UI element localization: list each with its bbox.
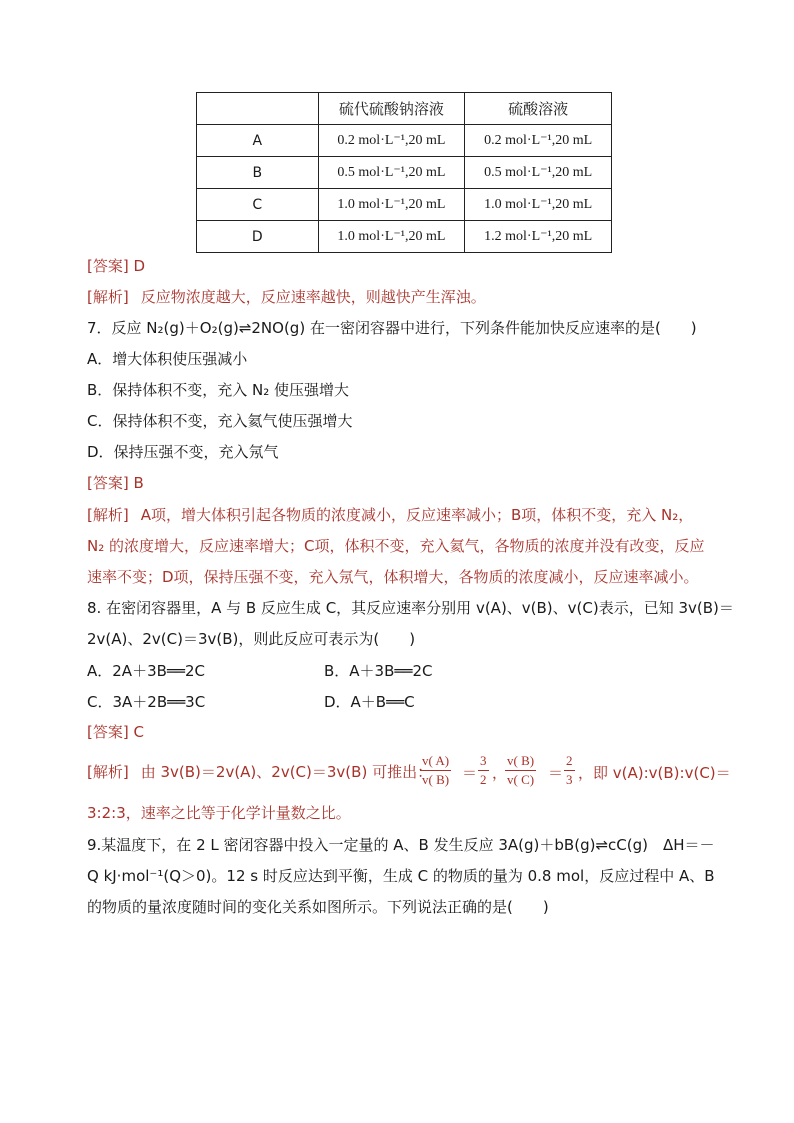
q8-analysis-line-2: 3:2:3，速率之比等于化学计量数之比。 [87,804,351,822]
fraction-denominator: 3 [566,772,573,787]
fraction-numerator: 3 [478,752,489,771]
analysis-tag: [解析] [87,506,129,524]
q7-analysis-line-3: 速率不变；D项，保持压强不变，充入氖气，体积增大，各物质的浓度减小，反应速率减小。 [87,568,699,586]
fraction-3-2 [478,752,489,789]
concentration-table [196,92,612,253]
fraction-numerator: v( B) [505,752,536,771]
fraction-va-vb [420,752,451,789]
fraction-vb-vc [505,752,536,789]
cell-value: 1.0 mol·L⁻¹,20 mL [465,189,612,221]
fraction-denominator: v( B) [422,772,450,787]
row-label: D [197,221,319,253]
q7-stem: 7．反应 N₂(g)＋O₂(g)⇌2NO(g) 在一密闭容器中进行，下列条件能加快反应速率的是( ) [87,319,697,337]
fraction-numerator: v( A) [420,752,451,771]
q6-answer: [答案] D [87,257,146,275]
q8-stem-line-2: 2v(A)、2v(C)＝3v(B)，则此反应可表示为( ) [87,630,416,648]
q7-option-d: D．保持压强不变，充入氖气 [87,443,279,461]
q8-analysis-post: ，即 v(A):v(B):v(C)＝ [578,764,731,782]
q8-analysis-pre: 由 3v(B)＝2v(A)、2v(C)＝3v(B) 可推出： [140,763,433,781]
q8-answer: [答案] C [87,723,144,741]
table-row [197,221,612,253]
q8-option-a: A．2A＋3B══2C [87,662,205,680]
table-header-sodium-thiosulfate: 硫代硫酸钠溶液 [318,93,465,125]
q7-analysis-line-1 [87,505,693,525]
table-header-row [197,93,612,125]
table-row [197,125,612,157]
q6-analysis: 反应物浓度越大，反应速率越快，则越快产生浑浊。 [140,288,486,306]
q9-stem-line-1: 9.某温度下，在 2 L 密闭容器中投入一定量的 A、B 发生反应 3A(g)＋bB(g)⇌cC(g) ΔH＝－ [87,836,715,854]
q8-option-d: D．A＋B══C [324,693,415,711]
table-row [197,189,612,221]
table-header-empty [197,93,319,125]
cell-value: 0.2 mol·L⁻¹,20 mL [465,125,612,157]
q6-analysis-line [87,287,486,307]
table-row [197,157,612,189]
row-label: C [197,189,319,221]
cell-value: 0.5 mol·L⁻¹,20 mL [465,157,612,189]
q9-stem-line-3: 的物质的量浓度随时间的变化关系如图所示。下列说法正确的是( ) [87,898,549,916]
q9-stem-line-2: Q kJ·mol⁻¹(Q＞0)。12 s 时反应达到平衡，生成 C 的物质的量为 0.8 mol，反应过程中 A、B [87,867,715,885]
comma: ， [492,764,508,782]
q7-option-a: A．增大体积使压强减小 [87,350,248,368]
q8-stem-line-1: 8. 在密闭容器里，A 与 B 反应生成 C，其反应速率分别用 v(A)、v(B)、v(C)表示，已知 3v(B)＝ [87,599,734,617]
fraction-numerator: 2 [564,752,575,771]
cell-value: 1.0 mol·L⁻¹,20 mL [318,221,465,253]
cell-value: 0.2 mol·L⁻¹,20 mL [318,125,465,157]
fraction-denominator: v( C) [507,772,535,787]
equals-sign: ＝ [462,764,478,782]
q7-answer: [答案] B [87,474,144,492]
q8-analysis-line-1 [87,762,432,782]
equals-sign: ＝ [548,764,564,782]
cell-value: 0.5 mol·L⁻¹,20 mL [318,157,465,189]
q8-option-b: B．A＋3B══2C [324,662,433,680]
analysis-tag: [解析] [87,288,129,306]
q8-option-c: C．3A＋2B══3C [87,693,206,711]
q7-option-c: C．保持体积不变，充入氦气使压强增大 [87,412,353,430]
q7-analysis-text: A项，增大体积引起各物质的浓度减小，反应速率减小；B项，体积不变，充入 N₂， [140,506,694,524]
analysis-tag: [解析] [87,763,129,781]
row-label: B [197,157,319,189]
cell-value: 1.2 mol·L⁻¹,20 mL [465,221,612,253]
q7-option-b: B．保持体积不变，充入 N₂ 使压强增大 [87,381,350,399]
q7-analysis-line-2: N₂ 的浓度增大，反应速率增大；C项，体积不变，充入氦气，各物质的浓度并没有改变，反应 [87,537,705,555]
fraction-2-3 [564,752,575,789]
row-label: A [197,125,319,157]
table-header-sulfuric-acid: 硫酸溶液 [465,93,612,125]
fraction-denominator: 2 [480,772,487,787]
cell-value: 1.0 mol·L⁻¹,20 mL [318,189,465,221]
